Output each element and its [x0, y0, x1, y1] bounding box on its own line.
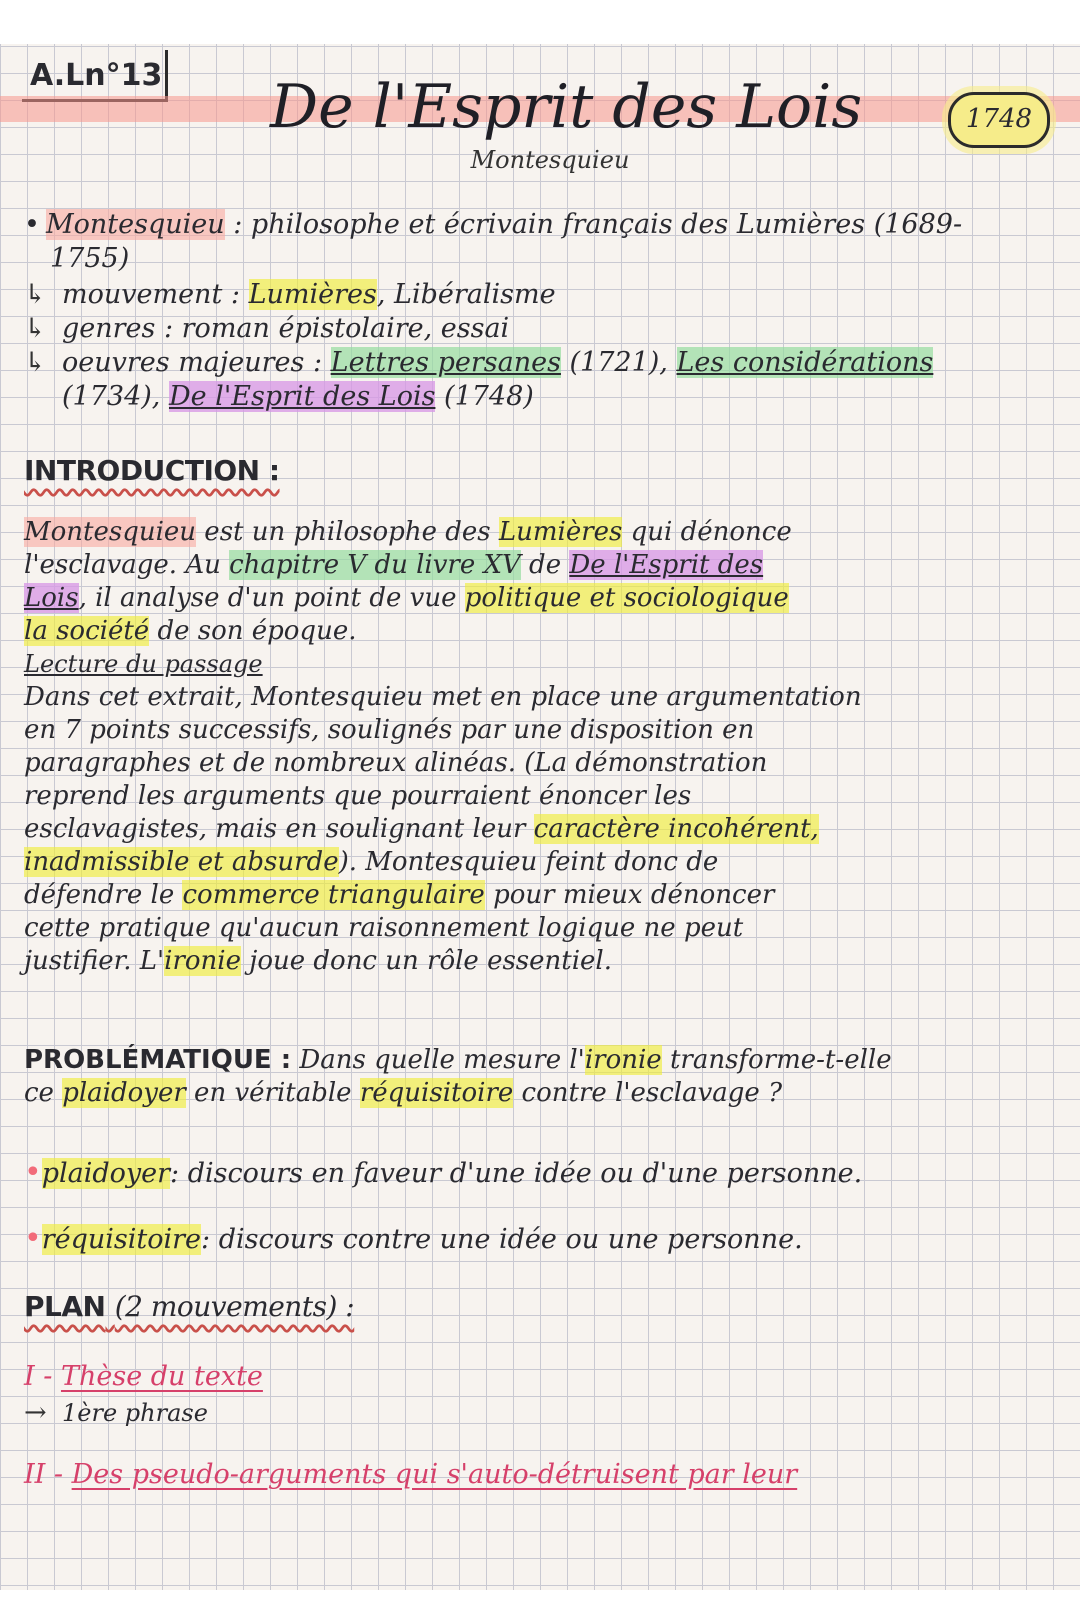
oeuvre3-year: (1748) [444, 381, 534, 412]
analysis-text: esclavagistes, mais en soulignant leur [24, 814, 534, 844]
mouvement-highlight: Lumières [248, 279, 377, 310]
problematique-plaidoyer: plaidoyer [62, 1078, 186, 1108]
analysis-text: ). Montesquieu feint donc de [338, 847, 719, 877]
intro-oeuvre: Lois [24, 583, 79, 613]
analysis-highlight: commerce triangulaire [182, 880, 485, 910]
problematique-requisitoire: réquisitoire [359, 1078, 514, 1108]
plan-subtitle: (2 mouvements) : [114, 1290, 355, 1323]
analysis-text: joue donc un rôle essentiel. [241, 946, 612, 976]
analysis-highlight: caractère incohérent, [533, 814, 819, 844]
bio-line-2: 1755) [50, 243, 130, 274]
author-name: Montesquieu [470, 146, 630, 174]
oeuvres-label: oeuvres majeures : [62, 347, 323, 378]
oeuvre-lettres-persanes: Lettres persanes [330, 347, 561, 378]
bullet-icon: • [24, 209, 40, 240]
intro-lumieres: Lumières [498, 517, 623, 547]
analysis-line: reprend les arguments que pourraient énoncer les [24, 781, 692, 811]
genres-text: genres : roman épistolaire, essai [62, 313, 510, 344]
analysis-text: défendre le [24, 880, 183, 910]
bullet-icon: • [24, 1221, 42, 1256]
arrow-right-icon: ↳ [24, 279, 47, 310]
problematique-ironie: ironie [584, 1045, 662, 1075]
bullet-icon: • [24, 1155, 42, 1190]
bio-genres [24, 312, 509, 346]
definition-text: : discours contre une idée ou une personne. [201, 1224, 803, 1255]
notebook-page [0, 44, 1080, 1590]
problematique [24, 1044, 1054, 1110]
oeuvre2-year: (1734), [62, 381, 161, 412]
intro-text: de son époque. [149, 616, 357, 646]
bio-line-1 [24, 208, 962, 242]
bio-mouvement [24, 278, 556, 312]
analysis-line: paragraphes et de nombreux alinéas. (La démonstration [24, 748, 768, 778]
problematique-label: PROBLÉMATIQUE : [24, 1045, 292, 1075]
intro-chapitre: chapitre V du livre XV [229, 550, 521, 580]
mouvement-rest: , Libéralisme [376, 279, 556, 310]
analysis-highlight: inadmissible et absurde [24, 847, 339, 877]
bio-oeuvres-2 [62, 380, 534, 414]
arrow-right-icon: ↳ [24, 313, 47, 344]
plan-label: PLAN [24, 1290, 106, 1323]
analysis-line: en 7 points successifs, soulignés par une disposition en [24, 715, 755, 745]
analysis-text: justifier. L' [24, 946, 165, 976]
intro-text: , il analyse d'un point de vue [78, 583, 465, 613]
analysis-line: Dans cet extrait, Montesquieu met en place une argumentation [24, 682, 862, 712]
analysis-text: pour mieux dénoncer [484, 880, 775, 910]
arrow-right-icon: ↳ [24, 347, 47, 378]
mouvement-label: mouvement : [62, 279, 240, 310]
definition-text: : discours en faveur d'une idée ou d'une personne. [170, 1158, 863, 1189]
plan-heading [24, 1290, 354, 1323]
intro-oeuvre: De l'Esprit des [569, 550, 764, 580]
oeuvre-esprit-des-lois: De l'Esprit des Lois [168, 381, 436, 412]
intro-text: de [520, 550, 570, 580]
reference-label: A.Ln°13 [22, 50, 168, 102]
author-highlight: Montesquieu [46, 209, 225, 240]
plan-part-title: Des pseudo-arguments qui s'auto-détruisent par leur [71, 1459, 798, 1490]
plan-part-2 [24, 1458, 797, 1492]
oeuvre1-year: (1721), [569, 347, 668, 378]
plan-part-number: II - [24, 1459, 64, 1490]
problematique-text: ce [24, 1078, 63, 1108]
bio-description: : philosophe et écrivain français des Lumières (1689- [233, 209, 963, 240]
intro-text: est un philosophe des [196, 517, 499, 547]
year-badge: 1748 [948, 92, 1050, 148]
plan-part-1 [24, 1360, 263, 1394]
plan-part-title: Thèse du texte [60, 1361, 263, 1392]
analysis-highlight: ironie [164, 946, 242, 976]
intro-author: Montesquieu [24, 517, 197, 547]
definition-term: réquisitoire [41, 1224, 202, 1255]
intro-politique: politique et sociologique [464, 583, 789, 613]
lecture-note: Lecture du passage [24, 650, 263, 678]
oeuvre-considerations: Les considérations [676, 347, 934, 378]
page-title: De l'Esprit des Lois [270, 72, 863, 142]
intro-text: qui dénonce [622, 517, 792, 547]
intro-text: l'esclavage. Au [24, 550, 230, 580]
plan-part-number: I - [24, 1361, 53, 1392]
problematique-text: Dans quelle mesure l' [291, 1045, 585, 1075]
problematique-text: contre l'esclavage ? [513, 1078, 783, 1108]
definition-term: plaidoyer [41, 1158, 171, 1189]
definition-requisitoire [24, 1222, 803, 1257]
plan-detail: 1ère phrase [62, 1399, 208, 1427]
introduction-heading: INTRODUCTION : [24, 454, 280, 487]
plan-part-1-detail [24, 1396, 208, 1430]
arrow-right-icon: → [24, 1397, 47, 1428]
analysis-line: cette pratique qu'aucun raisonnement logique ne peut [24, 913, 744, 943]
introduction-text [24, 516, 1054, 978]
bio-oeuvres [24, 346, 933, 380]
intro-societe: la société [24, 616, 150, 646]
problematique-text: en véritable [185, 1078, 360, 1108]
definition-plaidoyer [24, 1156, 862, 1191]
problematique-text: transforme-t-elle [661, 1045, 892, 1075]
